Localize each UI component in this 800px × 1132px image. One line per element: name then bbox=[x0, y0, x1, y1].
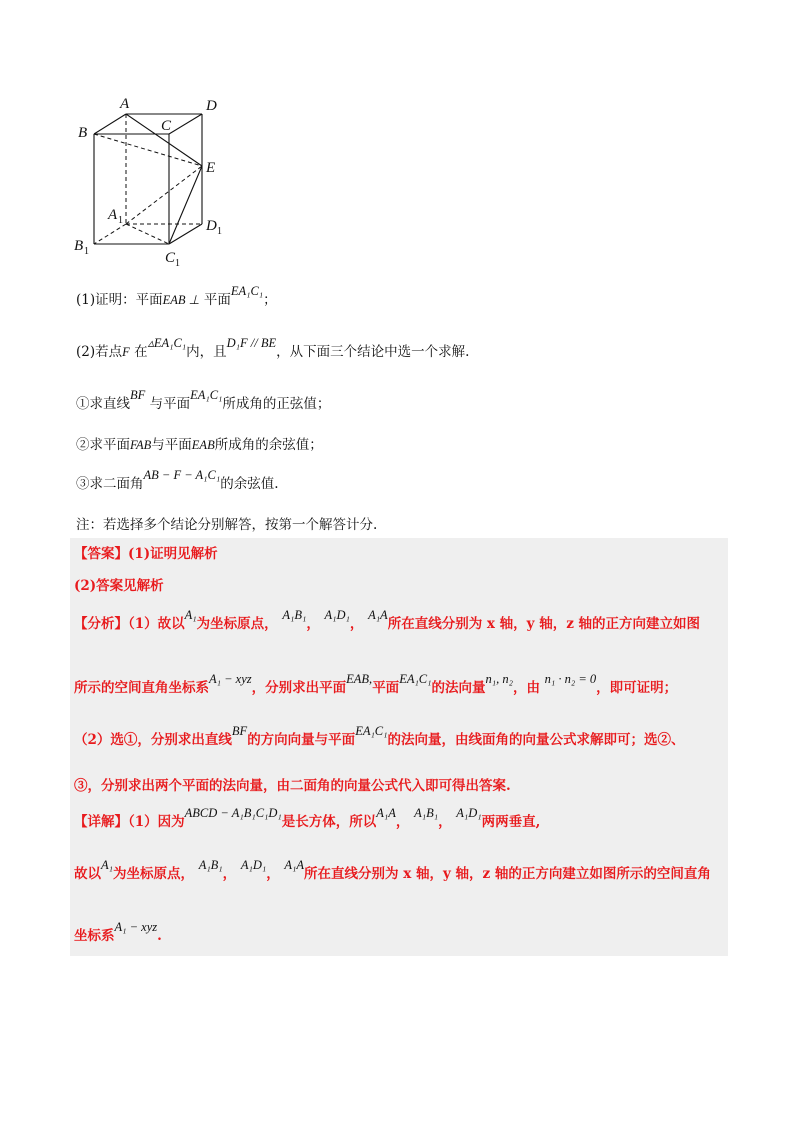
a1-math-3: A₁D₁ bbox=[324, 608, 350, 622]
q2-end: ，从下面三个结论中选一个求解. bbox=[276, 344, 470, 360]
a1-math-1: A₁ bbox=[184, 608, 197, 622]
answer-part-2: (2)答案见解析 bbox=[74, 578, 164, 594]
a1-comma-2: ， bbox=[349, 616, 364, 632]
d1-end: 两两垂直, bbox=[481, 814, 541, 830]
o2-math-2: EAB bbox=[191, 438, 215, 452]
d2-math-2: A₁B₁ bbox=[198, 858, 223, 872]
d3-prefix: 坐标系 bbox=[74, 928, 115, 944]
detail-line-3 bbox=[74, 920, 162, 944]
d1-math-1: ABCD − A₁B₁C₁D₁ bbox=[184, 806, 282, 820]
o1-math-2: EA₁C₁ bbox=[190, 388, 223, 402]
o2-prefix: ②求平面 bbox=[76, 437, 130, 453]
label-C: C bbox=[161, 118, 172, 134]
d1-comma-1: ， bbox=[395, 814, 410, 830]
q1-math-2: EA₁C₁ bbox=[230, 284, 264, 298]
option-3 bbox=[76, 468, 279, 492]
a2-math-4: n₁, n₂ bbox=[485, 672, 513, 686]
d2-comma-2: ， bbox=[266, 866, 280, 882]
a1-text-1: 为坐标原点， bbox=[196, 616, 278, 632]
a2-text-2: 平面 bbox=[372, 680, 400, 696]
label-D: D bbox=[206, 98, 217, 114]
d2-end: 所在直线分别为 x 轴，y 轴，z 轴的正方向建立如图所示的空间直角 bbox=[304, 866, 711, 882]
a2-text-4: ，由 bbox=[512, 680, 540, 696]
label-B: B bbox=[78, 125, 88, 141]
d1-prefix: 【详解】（1）因为 bbox=[74, 814, 185, 830]
a1-end: 所在直线分别为 x 轴，y 轴，z 轴的正方向建立如图 bbox=[387, 616, 701, 632]
d3-math-1: A₁ − xyz bbox=[114, 920, 158, 934]
label-B1: B bbox=[74, 238, 84, 254]
a3-end: 的法向量，由线面角的向量公式求解即可；选②、 bbox=[387, 732, 685, 748]
a2-end: ，即可证明； bbox=[596, 680, 678, 696]
label-C1: C bbox=[165, 250, 176, 266]
a3-math-2: EA₁C₁ bbox=[355, 724, 388, 738]
q2-in: 在 bbox=[134, 344, 148, 360]
d1-text-1: 是长方体，所以 bbox=[281, 814, 377, 830]
a2-math-3: EA₁C₁ bbox=[399, 672, 432, 686]
label-C1-sub: 1 bbox=[175, 258, 180, 268]
answer-heading: 【答案】(1)证明见解析 bbox=[74, 546, 218, 562]
a1-math-4: A₁A bbox=[368, 608, 388, 622]
analysis-line-4: ③，分别求出两个平面的法向量，由二面角的向量公式代入即可得出答案. bbox=[74, 778, 511, 794]
label-D1-sub: 1 bbox=[217, 226, 222, 237]
d2-math-3: A₁D₁ bbox=[240, 858, 267, 872]
a2-math-2: EAB, bbox=[346, 672, 373, 686]
a1-math-2: A₁B₁ bbox=[282, 608, 307, 622]
d1-comma-2: ， bbox=[438, 814, 452, 830]
detail-line-2 bbox=[74, 858, 711, 882]
q1-prefix: (1)证明：平面 bbox=[76, 292, 163, 308]
analysis-line-1 bbox=[74, 608, 701, 632]
d2-comma-1: ， bbox=[222, 866, 237, 882]
option-2 bbox=[76, 433, 323, 453]
d2-math-4: A₁A bbox=[284, 858, 305, 872]
label-D1: D bbox=[206, 218, 217, 234]
d1-math-2: A₁A bbox=[376, 806, 396, 820]
question-2 bbox=[76, 336, 470, 360]
a2-math-5: n₁ · n₂ = 0 bbox=[544, 672, 597, 686]
q1-math-1: EAB ⊥ bbox=[162, 293, 200, 307]
q2-math-2: D₁F // BE bbox=[226, 336, 277, 350]
o3-end: 的余弦值. bbox=[220, 476, 279, 492]
a3-math-1: BF bbox=[231, 724, 248, 738]
d2-math-1: A₁ bbox=[101, 858, 113, 872]
cuboid-diagram bbox=[68, 92, 238, 268]
o1-mid: 与平面 bbox=[149, 396, 191, 412]
o1-math-1: BF bbox=[130, 388, 146, 402]
o2-end: 所成角的余弦值； bbox=[214, 437, 323, 453]
o3-math-1: AB − F − A₁C₁ bbox=[143, 468, 221, 482]
d1-math-4: A₁D₁ bbox=[456, 806, 482, 820]
analysis-line-3 bbox=[74, 724, 685, 748]
q2-prefix: (2)若点 bbox=[76, 344, 123, 360]
q1-mid: 平面 bbox=[203, 292, 231, 308]
d1-math-3: A₁B₁ bbox=[414, 806, 439, 820]
cuboid-figure bbox=[68, 92, 238, 268]
q2-point-f: F bbox=[122, 345, 130, 359]
analysis-line-2 bbox=[74, 672, 678, 696]
o3-prefix: ③求二面角 bbox=[76, 476, 144, 492]
o1-end: 所成角的正弦值； bbox=[222, 396, 331, 412]
d2-text-1: 为坐标原点， bbox=[112, 866, 194, 882]
q2-math-1: ▵EA₁C₁ bbox=[147, 336, 187, 350]
label-B1-sub: 1 bbox=[84, 246, 89, 257]
a1-comma-1: ， bbox=[306, 616, 320, 632]
question-1 bbox=[76, 284, 277, 308]
a2-math-1: A₁ − xyz bbox=[209, 672, 252, 686]
label-A1: A bbox=[108, 207, 118, 223]
o2-math-1: FAB bbox=[130, 438, 152, 452]
label-E: E bbox=[206, 160, 216, 176]
a1-prefix: 【分析】（1）故以 bbox=[74, 616, 185, 632]
detail-line-1 bbox=[74, 806, 541, 830]
d3-end: . bbox=[157, 928, 162, 944]
a2-text-1: ，分别求出平面 bbox=[251, 680, 347, 696]
a2-text-3: 的法向量 bbox=[431, 680, 486, 696]
answer-section bbox=[70, 538, 728, 956]
q1-end: ； bbox=[263, 292, 277, 308]
o1-prefix: ①求直线 bbox=[76, 396, 130, 412]
option-1 bbox=[76, 388, 331, 412]
a3-text-1: 的方向向量与平面 bbox=[247, 732, 356, 748]
a2-prefix: 所示的空间直角坐标系 bbox=[74, 680, 209, 696]
d2-prefix: 故以 bbox=[74, 866, 101, 882]
label-A1-sub: 1 bbox=[118, 215, 123, 226]
label-A: A bbox=[120, 96, 130, 112]
q2-mid: 内，且 bbox=[186, 344, 227, 360]
a3-prefix: （2）选①，分别求出直线 bbox=[74, 732, 232, 748]
o2-mid: 与平面 bbox=[151, 437, 192, 453]
scoring-note: 注：若选择多个结论分别解答，按第一个解答计分. bbox=[76, 517, 378, 533]
